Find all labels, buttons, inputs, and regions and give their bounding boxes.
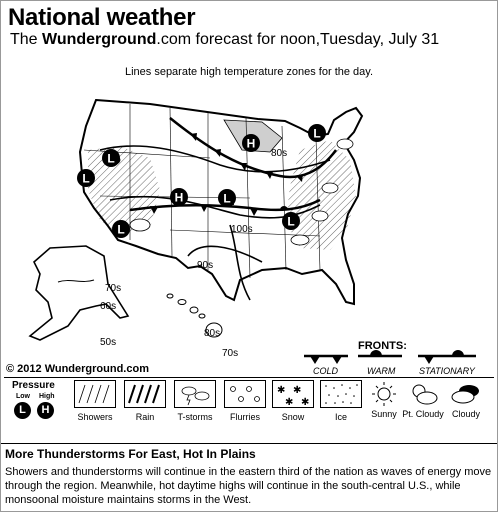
- legend-label: Cloudy: [451, 409, 480, 419]
- subtitle-suffix: .com forecast for noon,Tuesday, July 31: [156, 31, 440, 48]
- legend-snow: [272, 380, 314, 422]
- front-key-symbols: [304, 350, 476, 364]
- low-pressure-center: [102, 149, 120, 167]
- svg-text:L: L: [107, 151, 115, 166]
- svg-text:H: H: [174, 190, 184, 205]
- legend-label: Rain: [135, 412, 155, 422]
- legend-rain: [124, 380, 166, 422]
- svg-text:L: L: [287, 214, 295, 229]
- temp-label: 90s: [197, 260, 214, 271]
- story-headline: More Thunderstorms For East, Hot In Plains: [5, 447, 256, 461]
- svg-text:L: L: [82, 171, 90, 186]
- high-pressure-icon: H: [37, 402, 54, 419]
- low-pressure-center: [308, 124, 326, 142]
- legend-cloudy: [446, 380, 486, 419]
- legend-showers: [74, 380, 116, 422]
- temp-label: 70s: [222, 348, 239, 359]
- low-pressure-center: [77, 169, 95, 187]
- fronts-title: FRONTS:: [358, 340, 407, 352]
- pressure-title: Pressure: [12, 380, 55, 391]
- legend-label: Snow: [281, 412, 305, 422]
- svg-text:✱: ✱: [301, 397, 310, 407]
- partly-cloudy-icon: [406, 380, 440, 407]
- low-pressure-center: [218, 189, 236, 207]
- us-weather-map: [0, 80, 498, 372]
- legend-label: T-storms: [177, 412, 213, 422]
- high-pressure-center: [242, 134, 260, 152]
- map-title: National weather: [8, 4, 196, 31]
- forecast-story: [0, 443, 498, 506]
- warm-front-label: WARM: [367, 366, 396, 376]
- subtitle-prefix: The: [10, 31, 43, 48]
- legend-label: Showers: [77, 412, 113, 422]
- thunderstorm-icon: [174, 380, 216, 408]
- temp-label: 80s: [271, 148, 288, 159]
- ice-icon: [320, 380, 362, 408]
- legend-label: Flurries: [229, 412, 260, 422]
- svg-text:L: L: [223, 191, 231, 206]
- legend-label: Ice: [334, 412, 347, 422]
- legend-tstorms: [174, 380, 216, 422]
- svg-text:✱: ✱: [277, 385, 286, 396]
- story-body: Showers and thunderstorms will continue in the eastern third of the nation as waves of energy move through the region. Meanwhile, hot daytime highs will continue in the south-central U.S., while monsoonal moisture maintains storms in the West.: [5, 466, 492, 506]
- flurries-icon: [224, 380, 266, 408]
- svg-text:L: L: [313, 126, 321, 141]
- map-subtitle: [10, 31, 439, 49]
- snow-icon: [272, 380, 314, 408]
- rain-icon: [124, 380, 166, 408]
- cold-front-label: COLD: [313, 366, 339, 376]
- temp-label: 100s: [231, 224, 253, 235]
- high-legend-label: High: [39, 393, 55, 400]
- pressure-legend: [12, 380, 55, 416]
- low-pressure-center: [112, 220, 130, 238]
- cloud-icon: [449, 380, 483, 407]
- temp-label: 70s: [105, 283, 122, 294]
- legend-pt-cloudy: [400, 380, 446, 419]
- low-pressure-icon: L: [14, 402, 31, 419]
- svg-text:✱: ✱: [293, 385, 302, 396]
- copyright: © 2012 Wunderground.com: [6, 363, 149, 375]
- legend-ice: [320, 380, 362, 422]
- svg-text:H: H: [246, 136, 256, 151]
- temp-label: 80s: [204, 328, 221, 339]
- temp-label: 50s: [100, 337, 117, 348]
- map-note: Lines separate high temperature zones for the day.: [124, 66, 374, 78]
- legend-flurries: [224, 380, 266, 422]
- stationary-front-label: STATIONARY: [419, 366, 475, 376]
- low-pressure-center: [282, 212, 300, 230]
- legend-label: Pt. Cloudy: [402, 409, 444, 419]
- showers-icon: [74, 380, 116, 408]
- svg-text:L: L: [117, 222, 125, 237]
- temp-label: 60s: [100, 301, 117, 312]
- sun-icon: [369, 380, 399, 407]
- high-pressure-center: [170, 188, 188, 206]
- weather-legend: [4, 377, 494, 424]
- legend-sunny: [364, 380, 404, 419]
- svg-text:✱: ✱: [285, 397, 294, 407]
- subtitle-brand: Wunderground: [42, 31, 157, 48]
- legend-label: Sunny: [371, 409, 397, 419]
- low-legend-label: Low: [16, 393, 30, 400]
